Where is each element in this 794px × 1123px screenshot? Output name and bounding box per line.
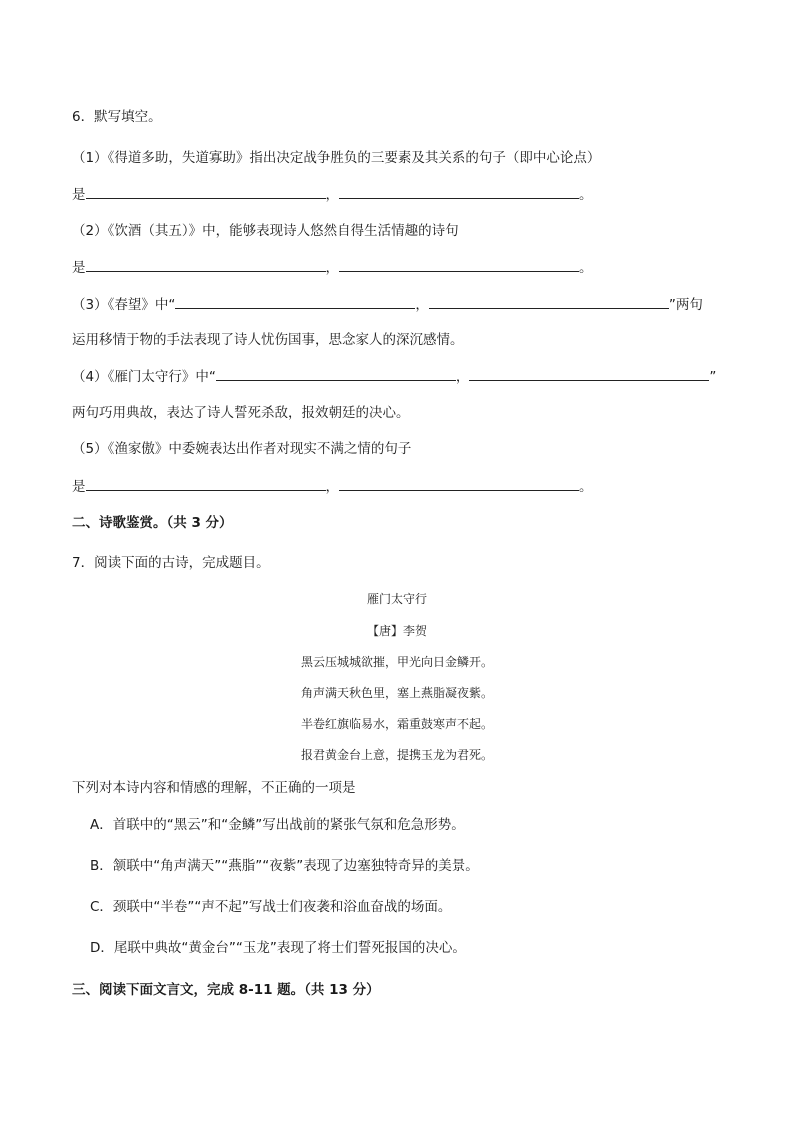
blank-5a[interactable] bbox=[86, 477, 326, 491]
blank-4a[interactable] bbox=[216, 367, 456, 381]
item4-suffix: ” bbox=[709, 369, 717, 385]
q6-item2-answer-row bbox=[72, 258, 593, 277]
answer-lead: 是 bbox=[72, 479, 86, 495]
blank-4b[interactable] bbox=[469, 367, 709, 381]
blank-1a[interactable] bbox=[86, 185, 326, 199]
blank-2b[interactable] bbox=[339, 258, 579, 272]
q6-item3-continuation: 运用移情于物的手法表现了诗人忧伤国事，思念家人的深沉感情。 bbox=[72, 332, 464, 348]
poem-line-4: 报君黄金台上意，提携玉龙为君死。 bbox=[300, 748, 493, 762]
period: 。 bbox=[579, 479, 593, 495]
comma: ， bbox=[415, 297, 429, 313]
blank-5b[interactable] bbox=[339, 477, 579, 491]
blank-1b[interactable] bbox=[339, 185, 579, 199]
item4-prefix: （4）《雁门太守行》中“ bbox=[72, 369, 216, 385]
answer-lead: 是 bbox=[72, 260, 86, 276]
period: 。 bbox=[579, 260, 593, 276]
q6-item3-row bbox=[72, 295, 703, 314]
q7-option-b[interactable]: B．颔联中“角声满天”“燕脂”“夜紫”表现了边塞独特奇异的美景。 bbox=[90, 858, 479, 874]
item3-suffix: ”两句 bbox=[668, 297, 703, 313]
comma: ， bbox=[325, 479, 339, 495]
q6-item1-prompt: （1）《得道多助，失道寡助》指出决定战争胜负的三要素及其关系的句子（即中心论点） bbox=[72, 150, 601, 166]
section3-heading: 三、阅读下面文言文，完成 8-11 题。（共 13 分） bbox=[72, 982, 380, 998]
q7-question: 下列对本诗内容和情感的理解，不正确的一项是 bbox=[72, 780, 356, 796]
poem-line-2: 角声满天秋色里，塞上燕脂凝夜紫。 bbox=[300, 686, 493, 700]
comma: ， bbox=[325, 187, 339, 203]
comma: ， bbox=[325, 260, 339, 276]
blank-3a[interactable] bbox=[175, 295, 415, 309]
q6-title: 6．默写填空。 bbox=[72, 109, 162, 125]
comma: ， bbox=[455, 369, 470, 385]
q7-intro: 7．阅读下面的古诗，完成题目。 bbox=[72, 555, 270, 571]
answer-lead: 是 bbox=[72, 187, 86, 203]
item3-prefix: （3）《春望》中“ bbox=[72, 297, 176, 313]
blank-3b[interactable] bbox=[429, 295, 669, 309]
q6-item2-prompt: （2）《饮酒（其五）》中，能够表现诗人悠然自得生活情趣的诗句 bbox=[72, 223, 459, 239]
period: 。 bbox=[579, 187, 593, 203]
q7-option-c[interactable]: C．颈联中“半卷”“声不起”写战士们夜袭和浴血奋战的场面。 bbox=[90, 899, 452, 915]
blank-2a[interactable] bbox=[86, 258, 326, 272]
q7-option-a[interactable]: A．首联中的“黑云”和“金鳞”写出战前的紧张气氛和危急形势。 bbox=[90, 817, 465, 833]
poem-author: 【唐】李贺 bbox=[366, 624, 427, 638]
q6-item4-continuation: 两句巧用典故，表达了诗人誓死杀敌，报效朝廷的决心。 bbox=[72, 405, 410, 421]
poem-title: 雁门太守行 bbox=[366, 592, 427, 606]
q6-item5-prompt: （5）《渔家傲》中委婉表达出作者对现实不满之情的句子 bbox=[72, 441, 412, 457]
poem-line-1: 黑云压城城欲摧，甲光向日金鳞开。 bbox=[300, 655, 493, 669]
q6-item4-row bbox=[72, 367, 716, 386]
q7-option-d[interactable]: D．尾联中典故“黄金台”“玉龙”表现了将士们誓死报国的决心。 bbox=[90, 940, 466, 956]
poem-line-3: 半卷红旗临易水，霜重鼓寒声不起。 bbox=[300, 717, 493, 731]
section2-heading: 二、诗歌鉴赏。（共 3 分） bbox=[72, 515, 233, 531]
q6-item1-answer-row bbox=[72, 185, 593, 204]
q6-item5-answer-row bbox=[72, 477, 593, 496]
